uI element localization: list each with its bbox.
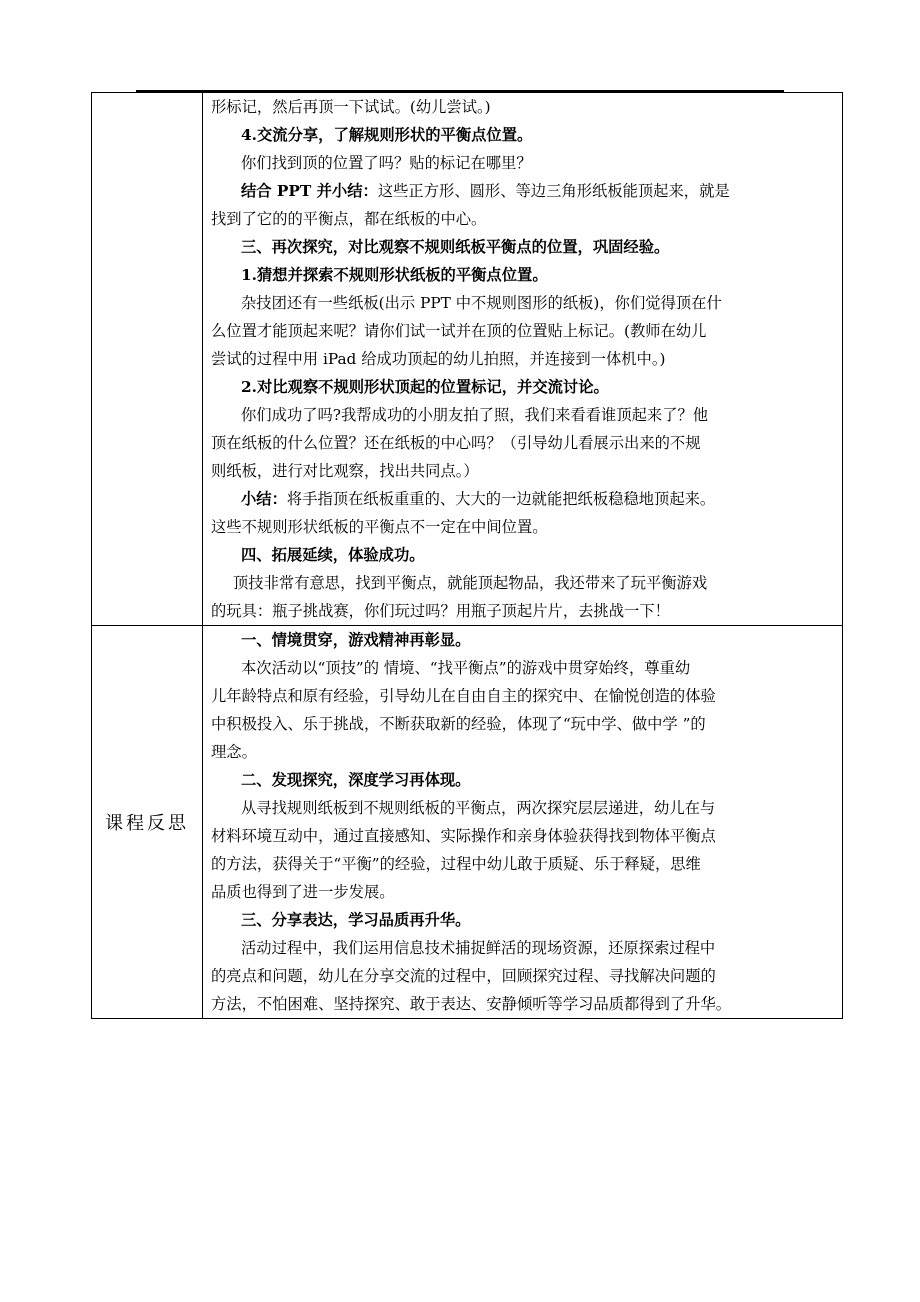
paragraph-line: 的方法，获得关于“平衡”的经验，过程中幼儿敢于质疑、乐于释疑，思维 [211, 855, 701, 873]
section-heading: 四、拓展延续，体验成功。 [241, 546, 425, 564]
paragraph-line: 品质也得到了进一步发展。 [211, 883, 395, 901]
paragraph-line: 杂技团还有一些纸板(出示 PPT 中不规则图形的纸板)，你们觉得顶在什 [241, 294, 722, 312]
paragraph-line: 从寻找规则纸板到不规则纸板的平衡点，两次探究层层递进，幼儿在与 [241, 799, 716, 817]
inline-text: 将手指顶在纸板重重的、大大的一边就能把纸板稳稳地顶起来。 [286, 490, 716, 508]
paragraph-line: 本次活动以“顶技”的 情境、“找平衡点”的游戏中贯穿始终，尊重幼 [241, 659, 691, 677]
paragraph-line: 材料环境互动中，通过直接感知、实际操作和亲身体验获得找到物体平衡点 [211, 827, 716, 845]
paragraph-line: 的亮点和问题，幼儿在分享交流的过程中，回顾探究过程、寻找解决问题的 [211, 967, 716, 985]
row-content-cell [203, 626, 843, 1019]
paragraph-line: 形标记，然后再顶一下试试。(幼儿尝试。) [211, 98, 491, 116]
inline-bold-label: 结合 PPT 并小结： [241, 182, 378, 200]
row-content-cell [203, 93, 843, 626]
paragraph-line: 这些不规则形状纸板的平衡点不一定在中间位置。 [211, 518, 548, 536]
paragraph-line: 么位置才能顶起来呢？请你们试一试并在顶的位置贴上标记。(教师在幼儿 [211, 322, 707, 340]
paragraph-line: 尝试的过程中用 iPad 给成功顶起的幼儿拍照，并连接到一体机中。) [211, 350, 666, 368]
section-heading: 2.对比观察不规则形状顶起的位置标记，并交流讨论。 [241, 378, 609, 396]
paragraph-line: 中积极投入、乐于挑战，不断获取新的经验，体现了“玩中学、做中学 ”的 [211, 715, 706, 733]
section-heading: 4.交流分享，了解规则形状的平衡点位置。 [241, 126, 533, 144]
paragraph-line: 顶在纸板的什么位置？还在纸板的中心吗？（引导幼儿看展示出来的不规 [211, 434, 701, 452]
table-row-activity [92, 93, 843, 626]
paragraph-line: 找到了它的的平衡点，都在纸板的中心。 [211, 210, 487, 228]
paragraph-line: 活动过程中，我们运用信息技术捕捉鲜活的现场资源，还原探索过程中 [241, 939, 716, 957]
paragraph-line: 理念。 [211, 743, 257, 761]
row-label: 课程反思 [105, 813, 189, 834]
paragraph-line: 顶技非常有意思，找到平衡点，就能顶起物品，我还带来了玩平衡游戏 [233, 574, 708, 592]
paragraph-line: 则纸板，进行对比观察，找出共同点。） [211, 462, 479, 480]
paragraph-line: 你们找到顶的位置了吗？贴的标记在哪里？ [241, 154, 532, 172]
paragraph-line: 儿年龄特点和原有经验，引导幼儿在自由自主的探究中、在愉悦创造的体验 [211, 687, 716, 705]
section-heading: 1.猜想并探索不规则形状纸板的平衡点位置。 [241, 266, 548, 284]
lesson-plan-table [91, 92, 843, 1019]
section-heading: 一、情境贯穿，游戏精神再彰显。 [241, 631, 471, 649]
table-row-reflection [92, 626, 843, 1019]
paragraph-line [211, 485, 837, 513]
paragraph-line: 你们成功了吗?我帮成功的小朋友拍了照，我们来看看谁顶起来了？他 [241, 406, 709, 424]
inline-text: 这些正方形、圆形、等边三角形纸板能顶起来，就是 [377, 182, 730, 200]
row-label-cell [92, 93, 203, 626]
section-heading: 三、再次探究，对比观察不规则纸板平衡点的位置，巩固经验。 [241, 238, 670, 256]
paragraph-line: 方法，不怕困难、坚持探究、敢于表达、安静倾听等学习品质都得到了升华。 [211, 995, 732, 1013]
inline-bold-label: 小结： [241, 490, 287, 508]
row-label-cell [92, 626, 203, 1019]
paragraph-line [211, 177, 837, 205]
section-heading: 三、分享表达，学习品质再升华。 [241, 911, 471, 929]
paragraph-line: 的玩具：瓶子挑战赛，你们玩过吗？用瓶子顶起片片，去挑战一下！ [211, 602, 670, 620]
table-body [92, 93, 843, 1019]
section-heading: 二、发现探究，深度学习再体现。 [241, 771, 471, 789]
